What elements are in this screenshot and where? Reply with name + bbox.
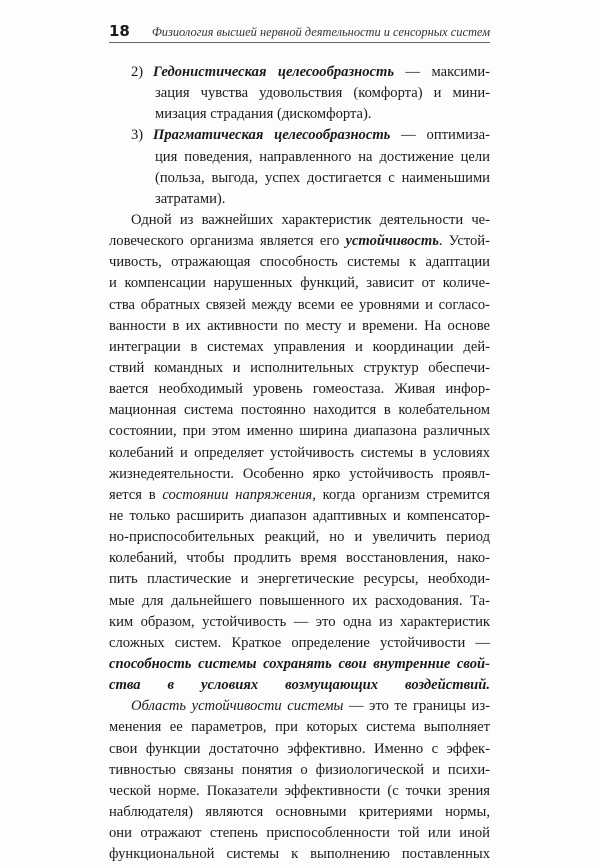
- text-line: [109, 125, 490, 146]
- text-line: [109, 147, 490, 168]
- text-line: [109, 548, 490, 569]
- text-run: пить пластические и энергетические ресурсы, необходи-: [109, 571, 490, 588]
- emphasis-text: ства в условиях возмущающих воздействий.: [109, 677, 490, 694]
- emphasis-text: состоянии напряжения: [162, 486, 313, 503]
- text-line: [109, 717, 490, 738]
- text-run: яется в: [109, 486, 163, 503]
- body-text: [109, 62, 490, 865]
- text-run: ствий командных и исполнительных структур обеспечи-: [109, 359, 490, 376]
- list-number: 2): [131, 64, 144, 80]
- text-run: наблюдателя) являются основными критериями нормы,: [109, 803, 490, 820]
- text-line: [109, 802, 490, 823]
- text-run: — это те границы из-: [343, 698, 490, 715]
- text-line: [109, 379, 490, 400]
- text-run: мационная система постоянно находится в колебательном: [109, 402, 490, 419]
- text-run: и компенсации нарушенных функций, зависит от количе-: [109, 275, 490, 292]
- page-number: 18: [109, 22, 130, 40]
- page-header: [109, 22, 490, 40]
- text-line: [109, 654, 490, 675]
- text-line: [109, 612, 490, 633]
- text-line: [109, 569, 490, 590]
- emphasis-text: устойчивость: [345, 233, 439, 250]
- text-line: [109, 273, 490, 294]
- text-run: вается необходимый уровень гомеостаза. Живая инфор-: [109, 381, 490, 398]
- text-line: [109, 337, 490, 358]
- text-line: [109, 675, 490, 696]
- text-run: — максими-: [394, 64, 490, 80]
- text-run: жизнедеятельности. Особенно ярко устойчивость проявл-: [109, 465, 490, 482]
- text-run: зация чувства удовольствия (комфорта) и мини-: [155, 85, 490, 102]
- text-line: [109, 295, 490, 316]
- text-run: (польза, выгода, успех достигается с наименьшими: [155, 169, 490, 186]
- text-run: ческой норме. Показатели эффективности (с точки зрения: [109, 782, 490, 799]
- text-run: сложных систем. Краткое определение устойчивости —: [109, 634, 490, 651]
- emphasis-text: Гедонистическая целесообразность: [153, 64, 395, 80]
- text-run: — оптимиза-: [390, 127, 490, 144]
- text-line: [109, 485, 490, 506]
- text-line: [109, 189, 490, 210]
- running-title: Физиология высшей нервной деятельности и сенсорных систем: [151, 25, 490, 39]
- text-line: [109, 464, 490, 485]
- text-run: ванности в их активности по месту и времени. На основе: [109, 317, 490, 334]
- text-run: колебаний, чтобы продлить время восстановления, нако-: [109, 550, 490, 567]
- text-run: они отражают степень приспособленности той или иной: [109, 825, 490, 842]
- text-run: ким образом, устойчивость — это одна из характеристик: [109, 613, 490, 630]
- text-line: [109, 739, 490, 760]
- text-run: . Устой-: [438, 233, 490, 250]
- text-run: ловеческого организма является его: [109, 233, 346, 250]
- emphasis-text: Область устойчивости системы: [131, 698, 344, 715]
- text-line: [109, 760, 490, 781]
- text-run: не только расширить диапазон адаптивных и компенсатор-: [109, 507, 490, 524]
- text-line: [109, 506, 490, 527]
- text-run: состоянии, при этом именно ширина диапазона различных: [109, 423, 490, 440]
- emphasis-text: способность системы сохранять свои внутренние свой-: [109, 655, 490, 672]
- text-line: [109, 62, 490, 83]
- text-line: [109, 400, 490, 421]
- emphasis-text: Прагматическая целесообразность: [153, 127, 391, 144]
- text-run: чивость, отражающая способность системы к адаптации: [109, 254, 490, 271]
- text-line: [109, 316, 490, 337]
- text-run: , когда организм стремится: [312, 486, 491, 503]
- text-line: [109, 104, 490, 125]
- text-line: [109, 358, 490, 379]
- text-line: [109, 633, 490, 654]
- text-run: интеграции в системах управления и координации дей-: [109, 338, 490, 355]
- text-run: Одной из важнейших характеристик деятельности че-: [131, 211, 490, 228]
- text-run: колебаний и определяет устойчивость системы в условиях: [109, 444, 490, 461]
- list-number: 3): [131, 127, 144, 144]
- text-line: [109, 696, 490, 717]
- text-run: мизация страдания (дискомфорта).: [155, 106, 372, 123]
- text-line: [109, 591, 490, 612]
- text-line: [109, 443, 490, 464]
- text-line: [109, 210, 490, 231]
- text-line: [109, 527, 490, 548]
- header-rule: [109, 42, 490, 43]
- text-line: [109, 252, 490, 273]
- text-run: но-приспособительных реакций, но и увеличить период: [109, 529, 490, 546]
- text-run: ства обратных связей между всеми ее уровнями и согласо-: [109, 296, 490, 313]
- text-run: функциональной системы к выполнению поставленных: [109, 846, 490, 863]
- text-run: мые для дальнейшего повышенного их расходования. Та-: [109, 592, 490, 609]
- text-line: [109, 421, 490, 442]
- text-line: [109, 83, 490, 104]
- text-line: [109, 823, 490, 844]
- text-line: [109, 168, 490, 189]
- text-line: [109, 231, 490, 252]
- text-line: [109, 844, 490, 865]
- text-run: свои функции достаточно эффективно. Именно с эффек-: [109, 740, 490, 757]
- text-run: затратами).: [155, 190, 226, 207]
- text-run: ция поведения, направленного на достижение цели: [155, 148, 490, 165]
- text-line: [109, 781, 490, 802]
- text-run: тивностью связаны понятия о физиологической и психи-: [109, 761, 490, 778]
- text-run: менения ее параметров, при которых система выполняет: [109, 719, 490, 736]
